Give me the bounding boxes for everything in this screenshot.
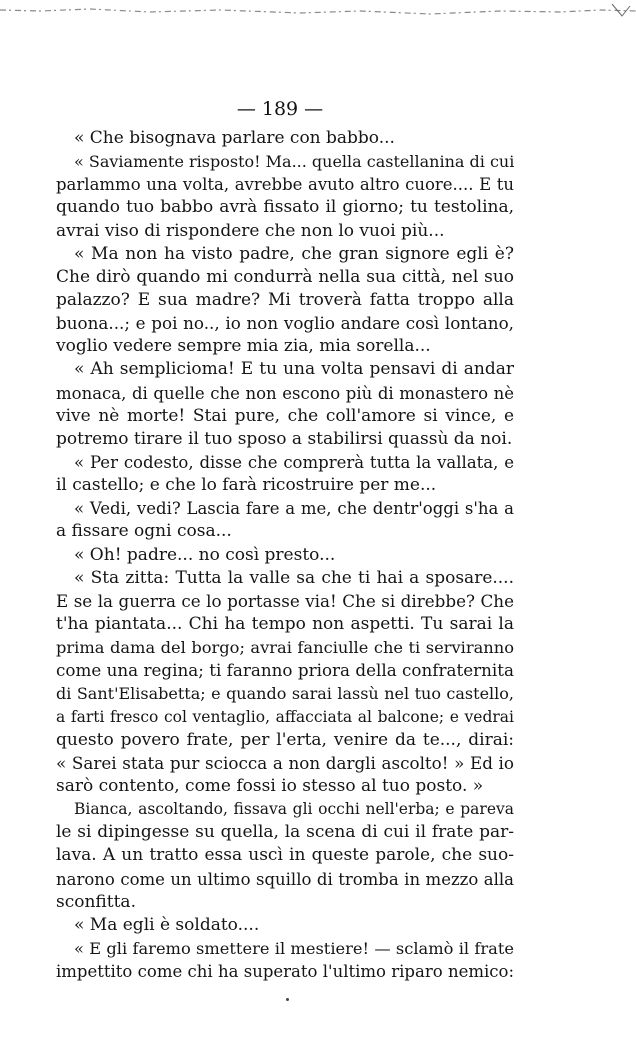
page-number: — 189 — bbox=[236, 98, 324, 120]
text-line: potremo tirare il tuo sposo a stabilirsi quassù da noi. bbox=[56, 428, 513, 449]
text-line: t'ha piantata... Chi ha tempo non aspetti. Tu sarai la bbox=[56, 613, 514, 634]
text-line: « Saviamente risposto! Ma... quella castellanina di cui bbox=[74, 152, 515, 172]
text-line: impettito come chi ha superato l'ultimo riparo nemico: bbox=[56, 962, 514, 982]
text-line: sarò contento, come fossi io stesso al tuo posto. » bbox=[56, 775, 484, 796]
text-line: Bianca, ascoltando, fissava gli occhi nell'erba; e pareva bbox=[74, 800, 514, 819]
text-line: « E gli faremo smettere il mestiere! — sclamò il frate bbox=[74, 938, 514, 958]
text-line: il castello; e che lo farà ricostruire per me... bbox=[56, 475, 437, 496]
text-line: buona...; e poi no.., io non voglio andare così lontano, bbox=[56, 313, 514, 334]
text-line: « Ma non ha visto padre, che gran signore egli è? bbox=[74, 243, 514, 264]
text-line: parlammo una volta, avrebbe avuto altro cuore.... E tu bbox=[56, 175, 514, 195]
text-line: a fissare ogni cosa... bbox=[56, 521, 232, 542]
text-line: come una regina; ti faranno priora della confraternita bbox=[56, 660, 514, 681]
text-line: avrai viso di rispondere che non lo vuoi più... bbox=[56, 220, 445, 241]
page-edge-line bbox=[0, 9, 636, 14]
text-line: palazzo? E sua madre? Mi troverà fatta troppo alla bbox=[56, 289, 514, 310]
text-line: di Sant'Elisabetta; e quando sarai lassù nel tuo castello, bbox=[56, 684, 514, 704]
text-line: « Vedi, vedi? Lascia fare a me, che dentr'oggi s'ha a bbox=[74, 499, 514, 519]
text-line: questo povero frate, per l'erta, venire da te..., dirai: bbox=[56, 729, 514, 750]
text-line: Che dirò quando mi condurrà nella sua città, nel suo bbox=[56, 266, 514, 287]
text-line: vive nè morte! Stai pure, che coll'amore si vince, e bbox=[56, 405, 514, 426]
text-line: lava. A un tratto essa uscì in queste parole, che suo- bbox=[56, 845, 514, 866]
text-line: « Ma egli è soldato.... bbox=[74, 914, 260, 935]
text-line: a farti fresco col ventaglio, affacciata al balcone; e vedrai bbox=[56, 707, 514, 726]
text-line: le si dipingesse su quella, la scena di cui il frate par- bbox=[56, 822, 514, 843]
text-line: voglio vedere sempre mia zia, mia sorella... bbox=[56, 336, 431, 357]
text-line: monaca, di quelle che non escono più di monastero nè bbox=[56, 383, 514, 403]
text-line: « Che bisognava parlare con babbo... bbox=[74, 128, 395, 148]
text-line: « Per codesto, disse che comprerà tutta la vallata, e bbox=[74, 452, 514, 472]
text-line: E se la guerra ce lo portasse via! Che si direbbe? Che bbox=[56, 590, 514, 611]
text-line: « Sarei stata pur sciocca a non dargli ascolto! » Ed io bbox=[56, 752, 514, 773]
text-line: « Oh! padre... no così presto... bbox=[74, 544, 336, 565]
speck-mark bbox=[286, 998, 289, 1001]
text-line: « Ah semplicioma! E tu una volta pensavi di andar bbox=[74, 359, 514, 380]
text-line: sconfitta. bbox=[56, 891, 136, 912]
text-line: « Sta zitta: Tutta la valle sa che ti hai a sposare.... bbox=[74, 567, 514, 588]
text-line: narono come un ultimo squillo di tromba in mezzo alla bbox=[56, 869, 514, 889]
text-line: quando tuo babbo avrà fissato il giorno; tu testolina, bbox=[56, 197, 514, 218]
scanned-top-edge bbox=[0, 2, 636, 20]
body-text bbox=[56, 127, 514, 983]
text-line: prima dama del borgo; avrai fanciulle che ti serviranno bbox=[56, 638, 514, 658]
